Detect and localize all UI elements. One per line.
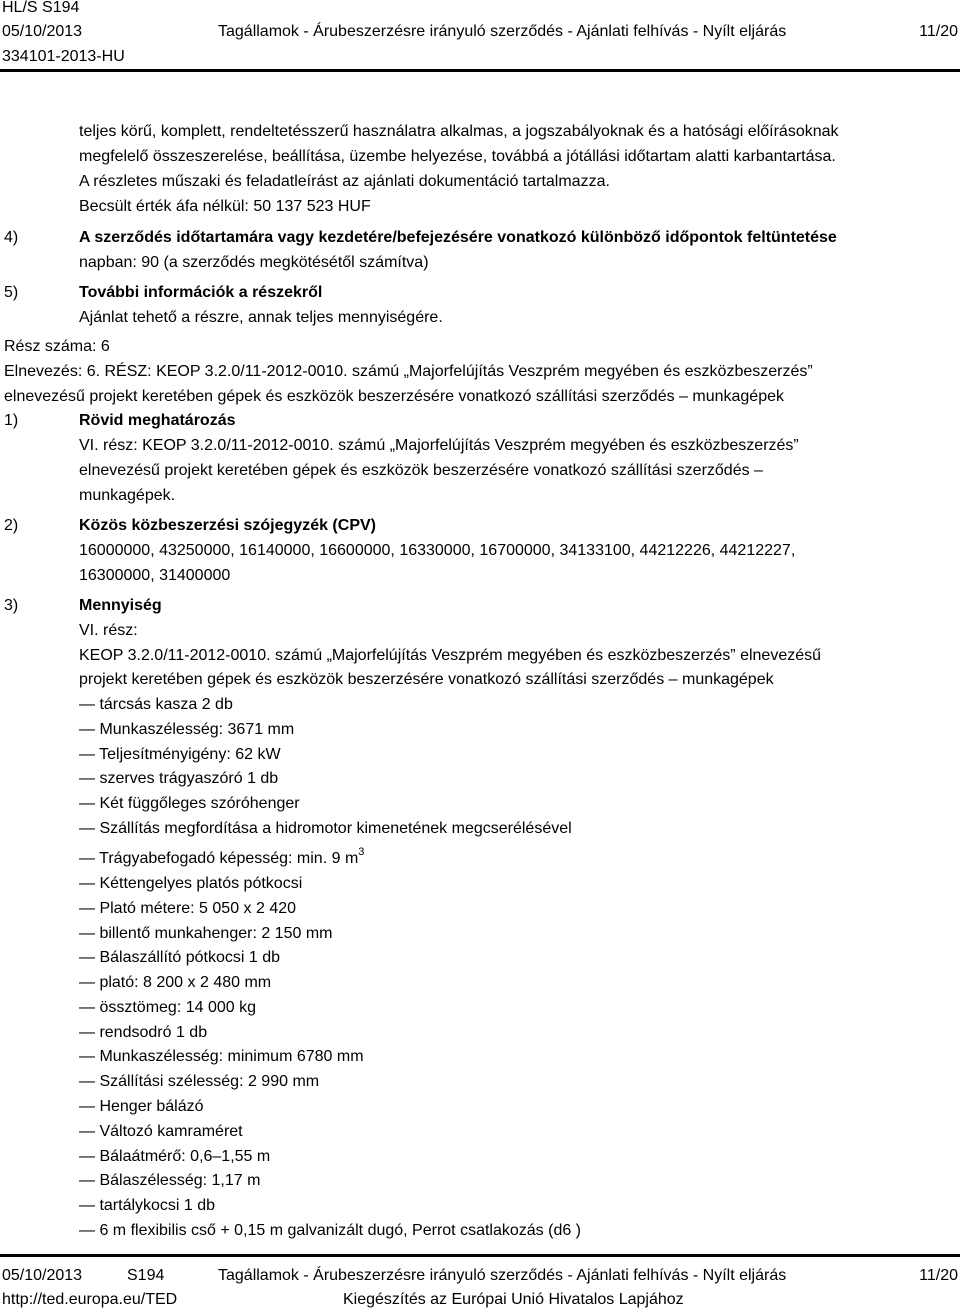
quantity-item-text: Bálaátmérő: 0,6–1,55 m	[99, 1148, 271, 1165]
quantity-item-text: Munkaszélesség: 3671 mm	[99, 721, 295, 738]
quantity-item-text: Szállítási szélesség: 2 990 mm	[99, 1073, 320, 1090]
quantity-item-text: Bálaszállító pótkocsi 1 db	[99, 949, 280, 966]
quantity-item	[79, 874, 302, 894]
dash-bullet: —	[79, 1172, 95, 1189]
dash-bullet: —	[79, 1048, 95, 1065]
quantity-item	[79, 846, 365, 870]
footer-oj: S194	[127, 1267, 165, 1284]
dash-bullet: —	[79, 925, 95, 942]
header-title: Tagállamok - Árubeszerzésre irányuló szerződés - Ajánlati felhívás - Nyílt eljárás	[218, 23, 787, 40]
footer-date: 05/10/2013	[2, 1267, 83, 1284]
section-1-line: munkagépek.	[79, 487, 176, 504]
part-name-line: Elnevezés: 6. RÉSZ: KEOP 3.2.0/11-2012-0010. számú „Majorfelújítás Veszprém megyében és eszközbeszerzés”	[4, 363, 813, 380]
quantity-item	[79, 769, 278, 789]
header-oj: HL/S S194	[2, 0, 80, 16]
dash-bullet: —	[79, 949, 95, 966]
quantity-item-text: rendsodró 1 db	[99, 1024, 208, 1041]
dash-bullet: —	[79, 875, 95, 892]
section-1-number: 1)	[4, 412, 19, 429]
dash-bullet: —	[79, 1073, 95, 1090]
quantity-item-text: tartálykocsi 1 db	[99, 1197, 216, 1214]
quantity-item	[79, 819, 572, 839]
quantity-item	[79, 948, 280, 968]
quantity-item-text: Bálaszélesség: 1,17 m	[99, 1172, 261, 1189]
quantity-item-text: 6 m flexibilis cső + 0,15 m galvanizált dugó, Perrot csatlakozás (d6 )	[99, 1222, 582, 1239]
cpv-codes-line: 16000000, 43250000, 16140000, 16600000, 16330000, 16700000, 34133100, 44212226, 44212227,	[79, 542, 796, 559]
quantity-item	[79, 745, 281, 765]
footer-publisher: Kiegészítés az Európai Unió Hivatalos Lapjához	[343, 1291, 684, 1308]
quantity-item	[79, 695, 233, 715]
cpv-codes-line: 16300000, 31400000	[79, 567, 231, 584]
section-2-heading: Közös közbeszerzési szójegyzék (CPV)	[79, 517, 376, 534]
quantity-item	[79, 998, 256, 1018]
quantity-item-text: Két függőleges szóróhenger	[99, 795, 300, 812]
footer-page: 11/20	[919, 1267, 958, 1284]
dash-bullet: —	[79, 770, 95, 787]
dash-bullet: —	[79, 1148, 95, 1165]
dash-bullet: —	[79, 850, 95, 867]
estimated-value: Becsült érték áfa nélkül: 50 137 523 HUF	[79, 198, 371, 215]
quantity-item-text: Változó kamraméret	[99, 1123, 243, 1140]
footer-title: Tagállamok - Árubeszerzésre irányuló szerződés - Ajánlati felhívás - Nyílt eljárás	[218, 1267, 787, 1284]
quantity-item-text: Teljesítményigény: 62 kW	[99, 746, 281, 763]
intro-line: teljes körű, komplett, rendeltetésszerű használatra alkalmas, a jogszabályoknak és a hatósági előírásoknak	[79, 123, 839, 140]
quantity-item	[79, 1097, 204, 1117]
quantity-item	[79, 1047, 364, 1067]
dash-bullet: —	[79, 974, 95, 991]
quantity-item-text: össztömeg: 14 000 kg	[99, 999, 256, 1016]
quantity-item	[79, 924, 332, 944]
quantity-item-text: Henger bálázó	[99, 1098, 204, 1115]
quantity-item	[79, 1072, 319, 1092]
section-3-line: projekt keretében gépek és eszközök beszerzésére vonatkozó szállítási szerződés – munkagépek	[79, 671, 774, 688]
quantity-item-text: Szállítás megfordítása a hidromotor kimenetének megcserélésével	[99, 820, 572, 837]
dash-bullet: —	[79, 1024, 95, 1041]
dash-bullet: —	[79, 746, 95, 763]
header-divider	[0, 69, 960, 72]
quantity-item-text: tárcsás kasza 2 db	[99, 696, 233, 713]
quantity-item	[79, 1221, 581, 1241]
section-3-line: KEOP 3.2.0/11-2012-0010. számú „Majorfelújítás Veszprém megyében és eszközbeszerzés” elnevezésű	[79, 647, 822, 664]
dash-bullet: —	[79, 999, 95, 1016]
header-date: 05/10/2013	[2, 23, 83, 40]
quantity-item	[79, 1147, 270, 1167]
section-4-text: napban: 90 (a szerződés megkötésétől számítva)	[79, 254, 429, 271]
dash-bullet: —	[79, 1222, 95, 1239]
quantity-item-text: Plató métere: 5 050 x 2 420	[99, 900, 297, 917]
quantity-item	[79, 1122, 243, 1142]
quantity-item	[79, 973, 271, 993]
quantity-item-text: Kéttengelyes platós pótkocsi	[99, 875, 303, 892]
quantity-item-text: Munkaszélesség: minimum 6780 mm	[99, 1048, 364, 1065]
dash-bullet: —	[79, 1098, 95, 1115]
quantity-item	[79, 1171, 260, 1191]
intro-line: A részletes műszaki és feladatleírást az ajánlati dokumentáció tartalmazza.	[79, 173, 610, 190]
section-2-number: 2)	[4, 517, 19, 534]
dash-bullet: —	[79, 900, 95, 917]
superscript-3: 3	[358, 846, 365, 858]
quantity-item-text: Trágyabefogadó képesség: min. 9 m	[99, 850, 359, 867]
header-page: 11/20	[919, 23, 958, 40]
dash-bullet: —	[79, 820, 95, 837]
dash-bullet: —	[79, 721, 95, 738]
quantity-item	[79, 794, 300, 814]
section-3-heading: Mennyiség	[79, 597, 162, 614]
quantity-item	[79, 1196, 215, 1216]
section-1-line: elnevezésű projekt keretében gépek és eszközök beszerzésére vonatkozó szállítási szerződés –	[79, 462, 763, 479]
quantity-item-text: billentő munkahenger: 2 150 mm	[99, 925, 333, 942]
section-1-line: VI. rész: KEOP 3.2.0/11-2012-0010. számú „Majorfelújítás Veszprém megyében és eszközbeszerzés”	[79, 437, 799, 454]
quantity-item-text: plató: 8 200 x 2 480 mm	[99, 974, 272, 991]
section-4-heading: A szerződés időtartamára vagy kezdetére/befejezésére vonatkozó különböző időpontok feltüntetése	[79, 229, 837, 246]
dash-bullet: —	[79, 1123, 95, 1140]
section-5-number: 5)	[4, 284, 19, 301]
dash-bullet: —	[79, 795, 95, 812]
footer-divider	[0, 1254, 960, 1257]
dash-bullet: —	[79, 1197, 95, 1214]
part-name-line: elnevezésű projekt keretében gépek és eszközök beszerzésére vonatkozó szállítási szerződés – munkagépek	[4, 388, 784, 405]
quantity-item	[79, 1023, 207, 1043]
footer-url: http://ted.europa.eu/TED	[2, 1291, 178, 1308]
quantity-item	[79, 899, 296, 919]
quantity-item-text: szerves trágyaszóró 1 db	[99, 770, 279, 787]
intro-line: megfelelő összeszerelése, beállítása, üzembe helyezése, továbbá a jótállási időtartam alatti karbantartása.	[79, 148, 836, 165]
header-notice-id: 334101-2013-HU	[2, 48, 125, 65]
section-4-number: 4)	[4, 229, 19, 246]
section-5-text: Ajánlat tehető a részre, annak teljes mennyiségére.	[79, 309, 443, 326]
dash-bullet: —	[79, 696, 95, 713]
part-number: Rész száma: 6	[4, 338, 110, 355]
section-5-heading: További információk a részekről	[79, 284, 323, 301]
section-1-heading: Rövid meghatározás	[79, 412, 236, 429]
section-3-number: 3)	[4, 597, 19, 614]
section-3-line: VI. rész:	[79, 622, 138, 639]
quantity-item	[79, 720, 294, 740]
